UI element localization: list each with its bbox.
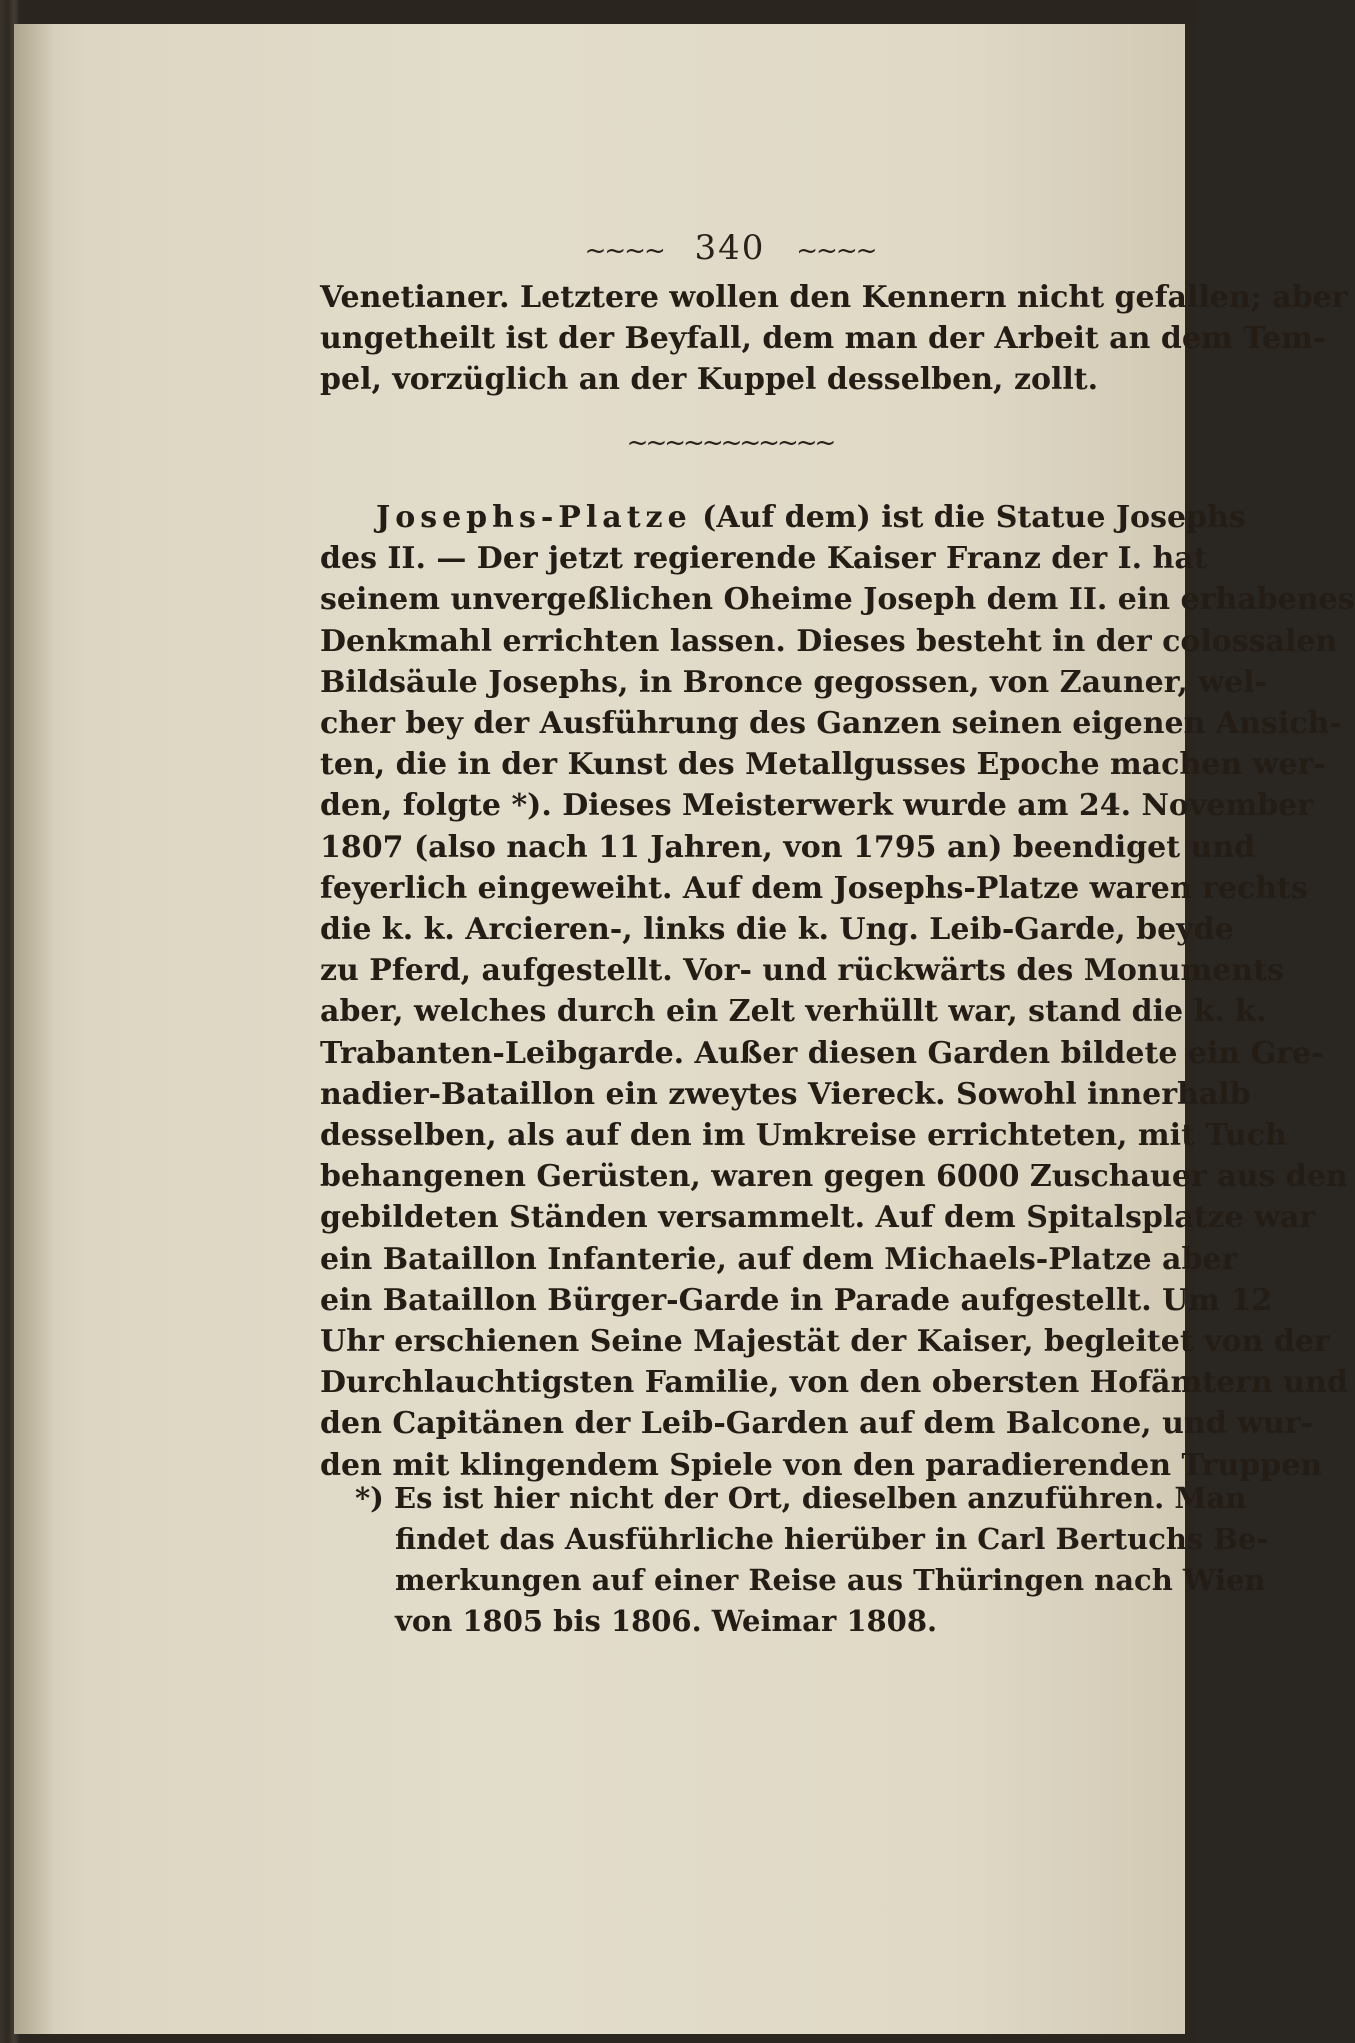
section-divider-ornament: ~~~~~~~~~~~ (626, 428, 834, 458)
text-line: Venetianer. Letztere wollen den Kennern nicht gefallen; aber (320, 280, 1348, 315)
text-line: die k. k. Arcieren-, links die k. Ung. Leib-Garde, beyde (320, 912, 1234, 948)
text-line: ein Bataillon Infanterie, auf dem Michaels-Platze aber (320, 1241, 1238, 1277)
running-header (320, 228, 1140, 268)
text-line: den Capitänen der Leib-Garden auf dem Balcone, und wur- (320, 1406, 1314, 1442)
footnote-line: *) Es ist hier nicht der Ort, dieselben anzuführen. Man (355, 1481, 1247, 1515)
text-line: feyerlich eingeweiht. Auf dem Josephs-Platze waren rechts (320, 870, 1308, 906)
text-line: zu Pferd, aufgestellt. Vor- und rückwärts des Monuments (320, 953, 1284, 989)
text-line: aber, welches durch ein Zelt verhüllt war, stand die k. k. (320, 994, 1267, 1030)
text-line: desselben, als auf den im Umkreise errichteten, mit Tuch (320, 1118, 1287, 1154)
footnote (355, 1478, 1269, 1642)
text-line (320, 497, 1246, 538)
page-number: 340 (694, 228, 766, 268)
text-line: Trabanten-Leibgarde. Außer diesen Garden bildete ein Gre- (320, 1035, 1324, 1071)
page-gutter-shadow (14, 24, 54, 2034)
text-line: Denkmahl errichten lassen. Dieses besteht in der colossalen (320, 623, 1338, 659)
text-line: den mit klingendem Spiele von den paradierenden Truppen (320, 1447, 1323, 1483)
text-line: nadier-Bataillon ein zweytes Viereck. Sowohl innerhalb (320, 1076, 1251, 1112)
text-line: 1807 (also nach 11 Jahren, von 1795 an) beendiget und (320, 829, 1256, 865)
text-line: ten, die in der Kunst des Metallgusses Epoche machen wer- (320, 747, 1326, 783)
text-line: Durchlauchtigsten Familie, von den obersten Hofämtern und (320, 1365, 1348, 1401)
text-line: gebildeten Ständen versammelt. Auf dem Spitalsplatze war (320, 1200, 1316, 1236)
footnote-line: merkungen auf einer Reise aus Thüringen nach Wien (395, 1563, 1266, 1597)
text-line: den, folgte *). Dieses Meisterwerk wurde am 24. November (320, 788, 1314, 824)
entry-heading: Josephs-Platze (376, 500, 692, 535)
header-ornament-left: ~~~~ (584, 236, 664, 266)
text-line: Uhr erschienen Seine Majestät der Kaiser, begleitet von der (320, 1324, 1330, 1360)
text-line: des II. — Der jetzt regierende Kaiser Franz der I. hat (320, 541, 1208, 577)
paragraph-venetianer (320, 277, 1348, 400)
text-line: ungetheilt ist der Beyfall, dem man der Arbeit an dem Tem- (320, 321, 1326, 356)
footnote-line: findet das Ausführliche hierüber in Carl Bertuchs Be- (395, 1522, 1269, 1556)
paragraph-josephs-platz (320, 497, 1355, 1486)
text-line: cher bey der Ausführung des Ganzen seinen eigenen Ansich- (320, 706, 1342, 742)
text-line: pel, vorzüglich an der Kuppel desselben, zollt. (320, 362, 1099, 397)
text-line: ein Bataillon Bürger-Garde in Parade aufgestellt. Um 12 (320, 1282, 1273, 1318)
footnote-line: von 1805 bis 1806. Weimar 1808. (395, 1604, 938, 1638)
text-line: Bildsäule Josephs, in Bronce gegossen, von Zauner, wel- (320, 664, 1268, 700)
text-line: behangenen Gerüsten, waren gegen 6000 Zuschauer aus den (320, 1159, 1348, 1195)
text-line: seinem unvergeßlichen Oheime Joseph dem II. ein erhabenes (320, 582, 1355, 618)
header-ornament-right: ~~~~ (796, 236, 876, 266)
entry-heading-rest: (Auf dem) ist die Statue Josephs (691, 500, 1246, 535)
